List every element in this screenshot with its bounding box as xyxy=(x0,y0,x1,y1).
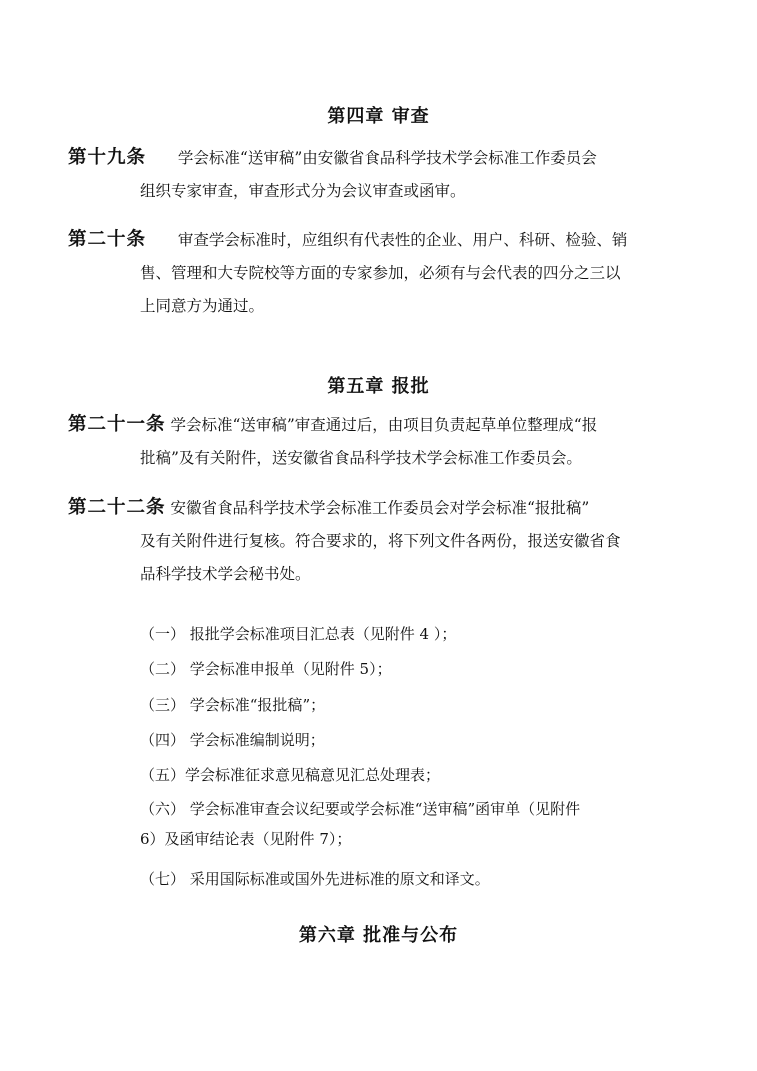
list-item-6-line-1: （六） 学会标准审查会议纪要或学会标准“送审稿”函审单（见附件 xyxy=(140,800,581,818)
article-20 xyxy=(68,223,688,323)
list-item-5: （五）学会标准征求意见稿意见汇总处理表； xyxy=(140,766,441,784)
article-20-line-3: 上同意方为通过。 xyxy=(140,297,265,315)
list-item-6 xyxy=(140,794,700,854)
article-20-line-1: 审查学会标准时，应组织有代表性的企业、用户、科研、检验、销 xyxy=(177,231,628,249)
list-item-7: （七） 采用国际标准或国外先进标准的原文和译文。 xyxy=(140,870,490,888)
chapter-5-heading: 第五章 报批 xyxy=(327,376,430,397)
article-21 xyxy=(68,408,688,475)
article-22-line-1: 安徽省食品科学技术学会标准工作委员会对学会标准“报批稿” xyxy=(170,499,590,517)
list-item-4: （四） 学会标准编制说明； xyxy=(140,731,325,749)
article-20-label: 第二十条 xyxy=(68,229,147,250)
article-19-line-1: 学会标准“送审稿”由安徽省食品科学技术学会标准工作委员会 xyxy=(177,149,597,167)
article-22-line-3: 品科学技术学会秘书处。 xyxy=(140,565,311,583)
chapter-4-heading: 第四章 审查 xyxy=(327,106,430,127)
article-22-line-2: 及有关附件进行复核。符合要求的，将下列文件各两份，报送安徽省食 xyxy=(140,532,621,550)
article-19-line-2: 组织专家审查，审查形式分为会议审查或函审。 xyxy=(140,182,466,200)
article-19 xyxy=(68,141,688,208)
list-item-3: （三） 学会标准“报批稿”； xyxy=(140,696,326,714)
article-19-label: 第十九条 xyxy=(68,147,147,168)
article-21-label: 第二十一条 xyxy=(68,414,166,435)
list-item-2: （二） 学会标准申报单（见附件 5）； xyxy=(140,660,392,678)
list-item-6-line-2: 6）及函审结论表（见附件 7）； xyxy=(140,830,352,848)
article-22-label: 第二十二条 xyxy=(68,497,166,518)
article-21-line-1: 学会标准“送审稿”审查通过后，由项目负责起草单位整理成“报 xyxy=(170,416,598,434)
chapter-6-heading: 第六章 批准与公布 xyxy=(298,925,459,946)
article-22 xyxy=(68,491,688,591)
article-21-line-2: 批稿”及有关附件，送安徽省食品科学技术学会标准工作委员会。 xyxy=(140,449,582,467)
list-item-1: （一） 报批学会标准项目汇总表（见附件 4 ）； xyxy=(140,625,457,643)
article-20-line-2: 售、管理和大专院校等方面的专家参加，必须有与会代表的四分之三以 xyxy=(140,264,621,282)
